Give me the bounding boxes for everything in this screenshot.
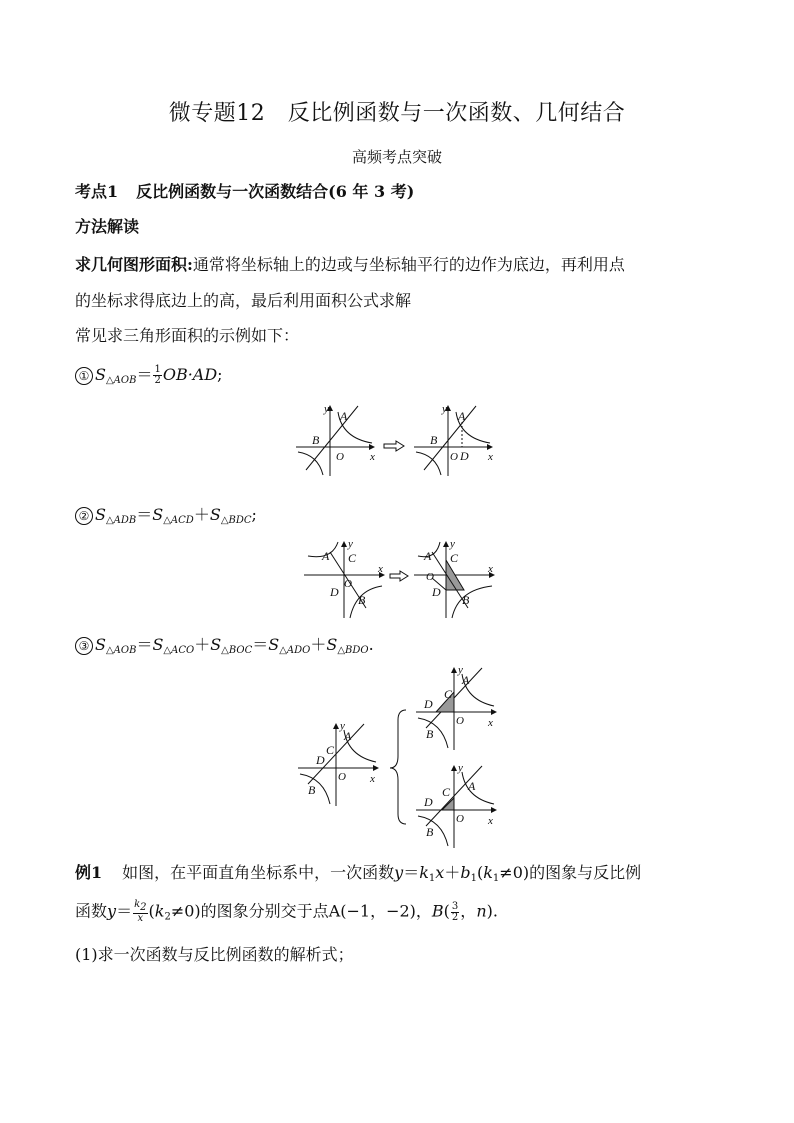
kaodian-text: 反比例函数与一次函数结合(6 年 3 考) — [136, 182, 415, 201]
half-fraction: $\frac{1}{2}$ — [154, 364, 161, 386]
area-method-text1: 通常将坐标轴上的边或与坐标轴平行的边作为底边，再利用点 — [192, 255, 625, 274]
section-subtitle: 高频考点突破 — [351, 148, 442, 166]
kaodian-heading — [75, 181, 414, 203]
svg-text:A: A — [462, 673, 470, 687]
svg-text:A: A — [322, 549, 330, 563]
origin-label: O — [336, 451, 344, 463]
method-heading: 方法解读 — [75, 217, 140, 236]
svg-text:B: B — [462, 593, 470, 607]
svg-text:D: D — [460, 449, 469, 463]
formula-2: ② $S_{\triangle ADB}=S_{\triangle ACD}+S_{\triangle BDC}$; — [75, 504, 257, 532]
example1-line1: 例1 如图，在平面直角坐标系中，一次函数$y=k_1x+b_1(k_1\ne 0)$的图象与反比例 — [75, 863, 642, 884]
example1-label: 例1 — [75, 863, 103, 882]
diagram-2 — [300, 538, 500, 620]
svg-text:B: B — [426, 825, 434, 839]
svg-text:x: x — [370, 773, 375, 785]
svg-text:O: O — [426, 571, 434, 583]
brace — [390, 710, 406, 824]
point-b-label: B — [312, 433, 320, 447]
graph-2a — [304, 538, 384, 618]
svg-text:B: B — [308, 783, 316, 797]
svg-text:x: x — [488, 451, 493, 463]
y-label: y — [324, 403, 329, 415]
svg-text:C: C — [442, 785, 451, 799]
svg-text:y: y — [450, 538, 455, 550]
svg-text:B: B — [358, 593, 366, 607]
graph-3a — [298, 720, 378, 806]
kaodian-label: 考点1 — [75, 182, 119, 201]
formula-3: ③ $S_{\triangle AOB}=S_{\triangle ACO}+S_{\triangle BOC}=S_{\triangle ADO}+S_{\triangle BDO}$. — [75, 634, 374, 662]
diagram-1 — [292, 400, 502, 480]
svg-text:O: O — [456, 715, 464, 727]
svg-text:y: y — [340, 720, 345, 732]
svg-text:D: D — [432, 585, 441, 599]
formula-1-rhs: OB·AD — [162, 365, 218, 384]
formula-2-number: ② — [75, 507, 93, 525]
area-method-line2: 的坐标求得底边上的高，最后利用面积公式求解 — [75, 291, 412, 310]
formula-1-number: ① — [75, 367, 93, 385]
graph-3c — [416, 762, 496, 848]
page-title: 微专题12 反比例函数与一次函数、几何结合 — [168, 101, 626, 126]
svg-text:y: y — [442, 403, 447, 415]
graph-3b — [416, 664, 496, 750]
svg-text:x: x — [378, 563, 383, 575]
svg-text:x: x — [488, 815, 493, 827]
example1-question1: (1)求一次函数与反比例函数的解析式； — [75, 945, 354, 964]
examples-intro: 常见求三角形面积的示例如下： — [75, 326, 300, 345]
svg-text:y: y — [348, 538, 353, 550]
formula-1-sub: △AOB — [105, 375, 137, 386]
right-arrow-icon — [384, 441, 404, 451]
graph-1b — [414, 403, 493, 476]
graph-1a — [296, 403, 375, 476]
svg-text:x: x — [488, 563, 493, 575]
point-a-label: A — [340, 409, 348, 423]
svg-text:O: O — [344, 578, 352, 590]
right-arrow-icon — [390, 571, 408, 581]
example1-line2: 函数y＝ $\frac{k_2}{x}$ $(k_2\ne 0)$的图象分别交于点A(−1，−2)，B( $\frac{3}{2}$ ，n). — [75, 899, 498, 924]
svg-text:y: y — [458, 762, 463, 774]
area-method-line1 — [75, 254, 625, 276]
svg-text:C: C — [444, 687, 453, 701]
svg-text:B: B — [430, 433, 438, 447]
svg-text:A: A — [468, 779, 476, 793]
svg-text:D: D — [330, 585, 339, 599]
svg-text:C: C — [450, 551, 459, 565]
svg-text:O: O — [456, 813, 464, 825]
svg-text:D: D — [424, 795, 433, 809]
formula-1: ① $S_{\triangle AOB}=$ $\frac{1}{2}$ OB·AD; — [75, 364, 223, 392]
point-a-coords: A(−1，−2)， — [328, 901, 432, 921]
svg-text:O: O — [338, 771, 346, 783]
formula-3-number: ③ — [75, 637, 93, 655]
graph-2b — [414, 538, 494, 618]
x-label: x — [370, 451, 375, 463]
svg-text:B: B — [426, 727, 434, 741]
area-method-label: 求几何图形面积: — [75, 255, 193, 274]
svg-text:A: A — [424, 549, 432, 563]
svg-text:A: A — [458, 409, 466, 423]
svg-text:C: C — [326, 743, 335, 757]
svg-text:D: D — [316, 753, 325, 767]
svg-text:x: x — [488, 717, 493, 729]
svg-text:D: D — [424, 697, 433, 711]
svg-text:y: y — [458, 664, 463, 676]
diagram-3 — [294, 664, 504, 854]
svg-text:A: A — [344, 729, 352, 743]
svg-text:C: C — [348, 551, 357, 565]
svg-text:O: O — [450, 451, 458, 463]
